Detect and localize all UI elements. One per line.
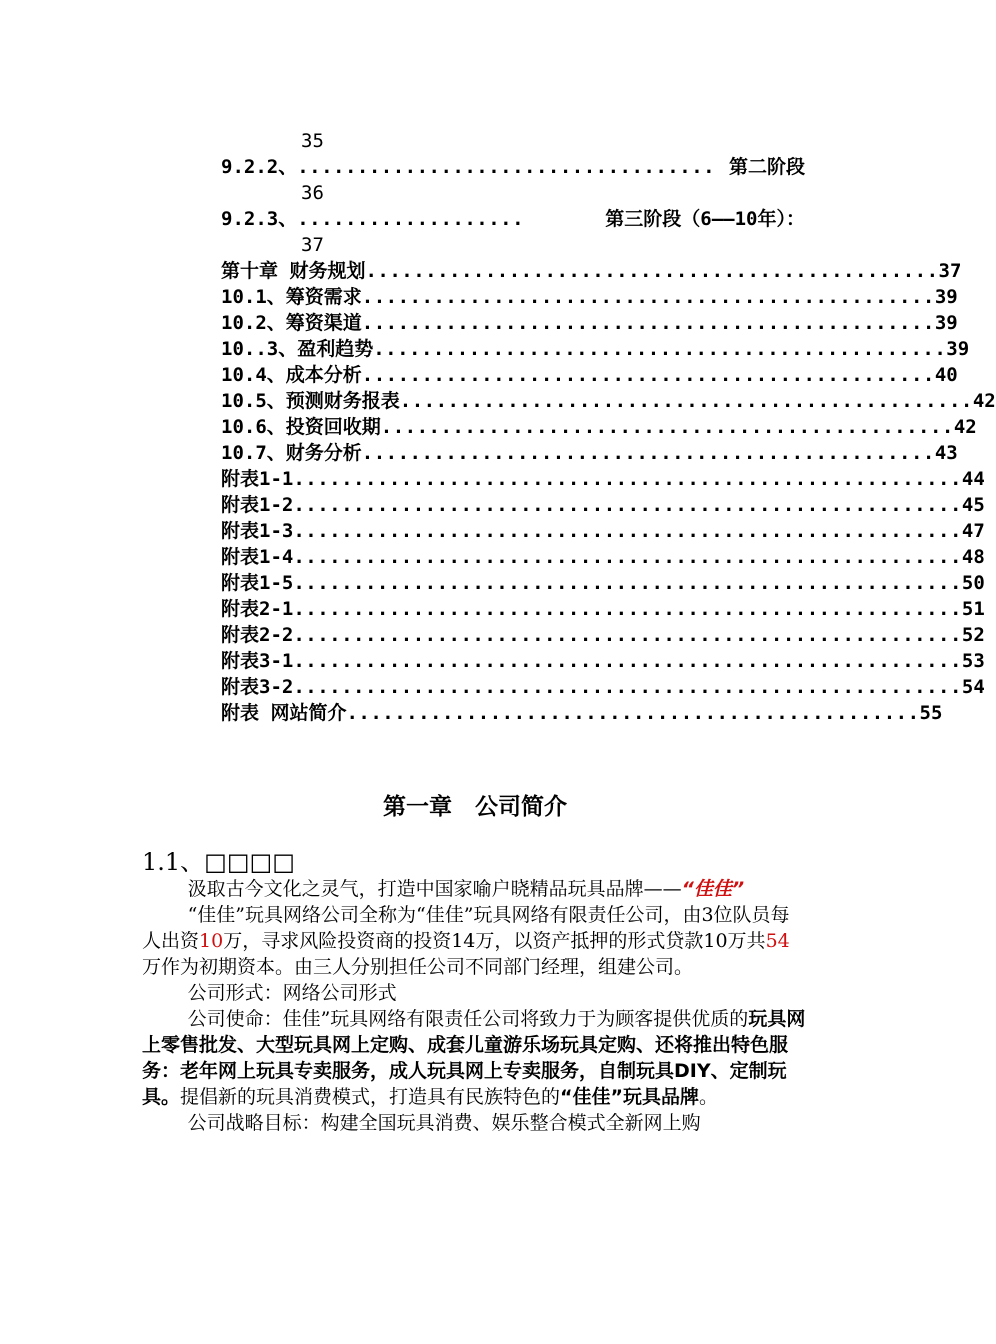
toc-page-number: 37 — [938, 260, 962, 282]
toc-page-number: 40 — [934, 364, 958, 386]
paragraph-text: 公司使命：佳佳”玩具网络有限责任公司将致力于为顾客提供优质的 — [187, 1008, 749, 1030]
toc-leader-dots: ........................................................ — [293, 598, 962, 620]
toc-page-number: 53 — [961, 650, 985, 672]
toc-page-number: 47 — [961, 520, 985, 542]
toc-leader-dots: ........................................................ — [293, 676, 962, 698]
toc-leader-dots: ........................................................ — [293, 546, 962, 568]
toc-page-number: 45 — [961, 494, 985, 516]
toc-label: 10.4、成本分析 — [221, 364, 362, 386]
toc-label: 附表1-1 — [221, 468, 294, 490]
brand-name: “佳佳” — [681, 878, 745, 900]
toc-leader-dots: ................................................ — [361, 286, 935, 308]
toc-entry[interactable] — [221, 700, 943, 726]
paragraph — [142, 980, 807, 1006]
toc-leader-dots: ................................................ — [361, 364, 935, 386]
toc-page-number: 42 — [972, 390, 996, 412]
paragraph-text: 万，寻求风险投资商的投资14万，以资产抵押的形式贷款10万共 — [223, 930, 766, 952]
toc-leader-dots: ................................................ — [361, 442, 935, 464]
toc-leader-dots: ................................................ — [361, 312, 935, 334]
toc-page-number: 39 — [934, 286, 958, 308]
toc-entry[interactable] — [221, 544, 985, 570]
toc-page-number: 37 — [301, 234, 324, 256]
toc-entry[interactable] — [221, 596, 985, 622]
toc-leader-dots: ................................................ — [346, 702, 920, 724]
toc-label: 10..3、盈利趋势 — [221, 338, 374, 360]
toc-label: 10.2、筹资渠道 — [221, 312, 362, 334]
toc-label: 附表1-5 — [221, 572, 294, 594]
toc-entry[interactable] — [221, 492, 985, 518]
bold-text: 玩具网上零售批发、大型玩具网上定购、成套儿童游乐场玩具定购、还将推出特色服务：老年网上玩具专卖服务，成人玩具网上专卖服务，自制玩具DIY、定制玩具。 — [142, 1008, 806, 1108]
toc-page-number: 50 — [961, 572, 985, 594]
toc-label: 10.7、财务分析 — [221, 442, 362, 464]
toc-entry[interactable] — [221, 674, 985, 700]
toc-page-number: 42 — [953, 416, 977, 438]
toc-entry[interactable] — [221, 648, 985, 674]
toc-entry[interactable] — [221, 440, 958, 466]
toc-entry[interactable] — [221, 284, 958, 310]
toc-leader-dots: ........................................................ — [293, 494, 962, 516]
toc-leader-dots: ................................................ — [399, 390, 973, 412]
toc-leader-dots: ........................................................ — [293, 468, 962, 490]
toc-page-number: 51 — [961, 598, 985, 620]
toc-entry[interactable] — [221, 232, 805, 258]
toc-page-number: 54 — [961, 676, 985, 698]
toc-page-number: 43 — [934, 442, 958, 464]
toc-page-number: 39 — [946, 338, 970, 360]
toc-label: 附表3-1 — [221, 650, 294, 672]
toc-leader-dots: ................................................ — [380, 416, 954, 438]
toc-entry[interactable] — [221, 206, 805, 232]
toc-label: 10.6、投资回收期 — [221, 416, 381, 438]
toc-label: 附表2-2 — [221, 624, 294, 646]
toc-label: 9.2.3、 — [221, 208, 298, 230]
toc-title: 第二阶段 — [728, 156, 805, 178]
toc-entry[interactable] — [221, 362, 958, 388]
toc-entry[interactable] — [221, 154, 805, 180]
toc-leader-dots: ................................................ — [373, 338, 947, 360]
paragraph — [142, 1006, 807, 1110]
toc-entry[interactable] — [221, 570, 985, 596]
highlight-number: 54 — [765, 930, 790, 952]
paragraph — [142, 902, 807, 980]
paragraph — [142, 1110, 807, 1136]
table-of-contents — [221, 128, 996, 726]
toc-page-number: 48 — [961, 546, 985, 568]
toc-entry[interactable] — [221, 414, 977, 440]
toc-entry[interactable] — [221, 518, 985, 544]
toc-entry[interactable] — [221, 388, 996, 414]
toc-page-number: 44 — [961, 468, 985, 490]
toc-label: 10.5、预测财务报表 — [221, 390, 400, 412]
toc-leader-dots: ................................... — [297, 156, 716, 178]
toc-leader-dots: ........................................................ — [293, 572, 962, 594]
toc-label: 附表1-4 — [221, 546, 294, 568]
toc-entry[interactable] — [221, 622, 985, 648]
paragraph — [142, 876, 807, 902]
toc-label: 9.2.2、 — [221, 156, 298, 178]
toc-leader-dots: ........................................................ — [293, 624, 962, 646]
toc-page-number: 52 — [961, 624, 985, 646]
toc-title: 第三阶段（6——10年）： — [605, 208, 805, 230]
toc-label: 第十章 财务规划 — [221, 260, 366, 282]
paragraph-text: 。 — [699, 1086, 719, 1108]
toc-label: 附表 网站简介 — [221, 702, 347, 724]
toc-page-number: 55 — [919, 702, 943, 724]
toc-label: 附表1-2 — [221, 494, 294, 516]
paragraph-text: 万作为初期资本。由三人分别担任公司不同部门经理，组建公司。 — [142, 956, 694, 978]
toc-entry[interactable] — [221, 336, 970, 362]
chapter-title: 第一章 公司简介 — [383, 794, 567, 820]
toc-leader-dots: ........................................................ — [293, 520, 962, 542]
paragraph-text: “佳佳”玩具网络公司全称为“佳佳”玩具网络有限责任公司，由3位队员每人出资 — [142, 904, 790, 952]
paragraph-text: 提倡新的玩具消费模式，打造具有民族特色的 — [180, 1086, 561, 1108]
toc-page-number: 39 — [934, 312, 958, 334]
toc-entry[interactable] — [221, 466, 985, 492]
toc-entry[interactable] — [221, 310, 958, 336]
paragraph-text: 汲取古今文化之灵气，打造中国家喻户晓精品玩具品牌—— — [187, 878, 682, 900]
section-heading: 1.1、□□□□ — [142, 848, 295, 876]
toc-label: 附表2-1 — [221, 598, 294, 620]
toc-page-number: 36 — [301, 182, 324, 204]
toc-entry[interactable] — [221, 258, 962, 284]
body-text — [142, 876, 807, 1136]
toc-label: 10.1、筹资需求 — [221, 286, 362, 308]
paragraph-text: 公司形式：网络公司形式 — [187, 982, 397, 1004]
toc-label: 附表1-3 — [221, 520, 294, 542]
bold-text: “佳佳”玩具品牌 — [560, 1086, 700, 1108]
toc-entry[interactable] — [221, 180, 805, 206]
toc-entry[interactable] — [221, 128, 805, 154]
toc-label: 附表3-2 — [221, 676, 294, 698]
highlight-number: 10 — [199, 930, 224, 952]
toc-page-number: 35 — [301, 130, 324, 152]
toc-leader-dots: ........................................................ — [293, 650, 962, 672]
paragraph-text: 公司战略目标：构建全国玩具消费、娱乐整合模式全新网上购 — [187, 1112, 701, 1134]
toc-leader-dots: ................... — [297, 208, 525, 230]
toc-leader-dots: ................................................ — [365, 260, 939, 282]
